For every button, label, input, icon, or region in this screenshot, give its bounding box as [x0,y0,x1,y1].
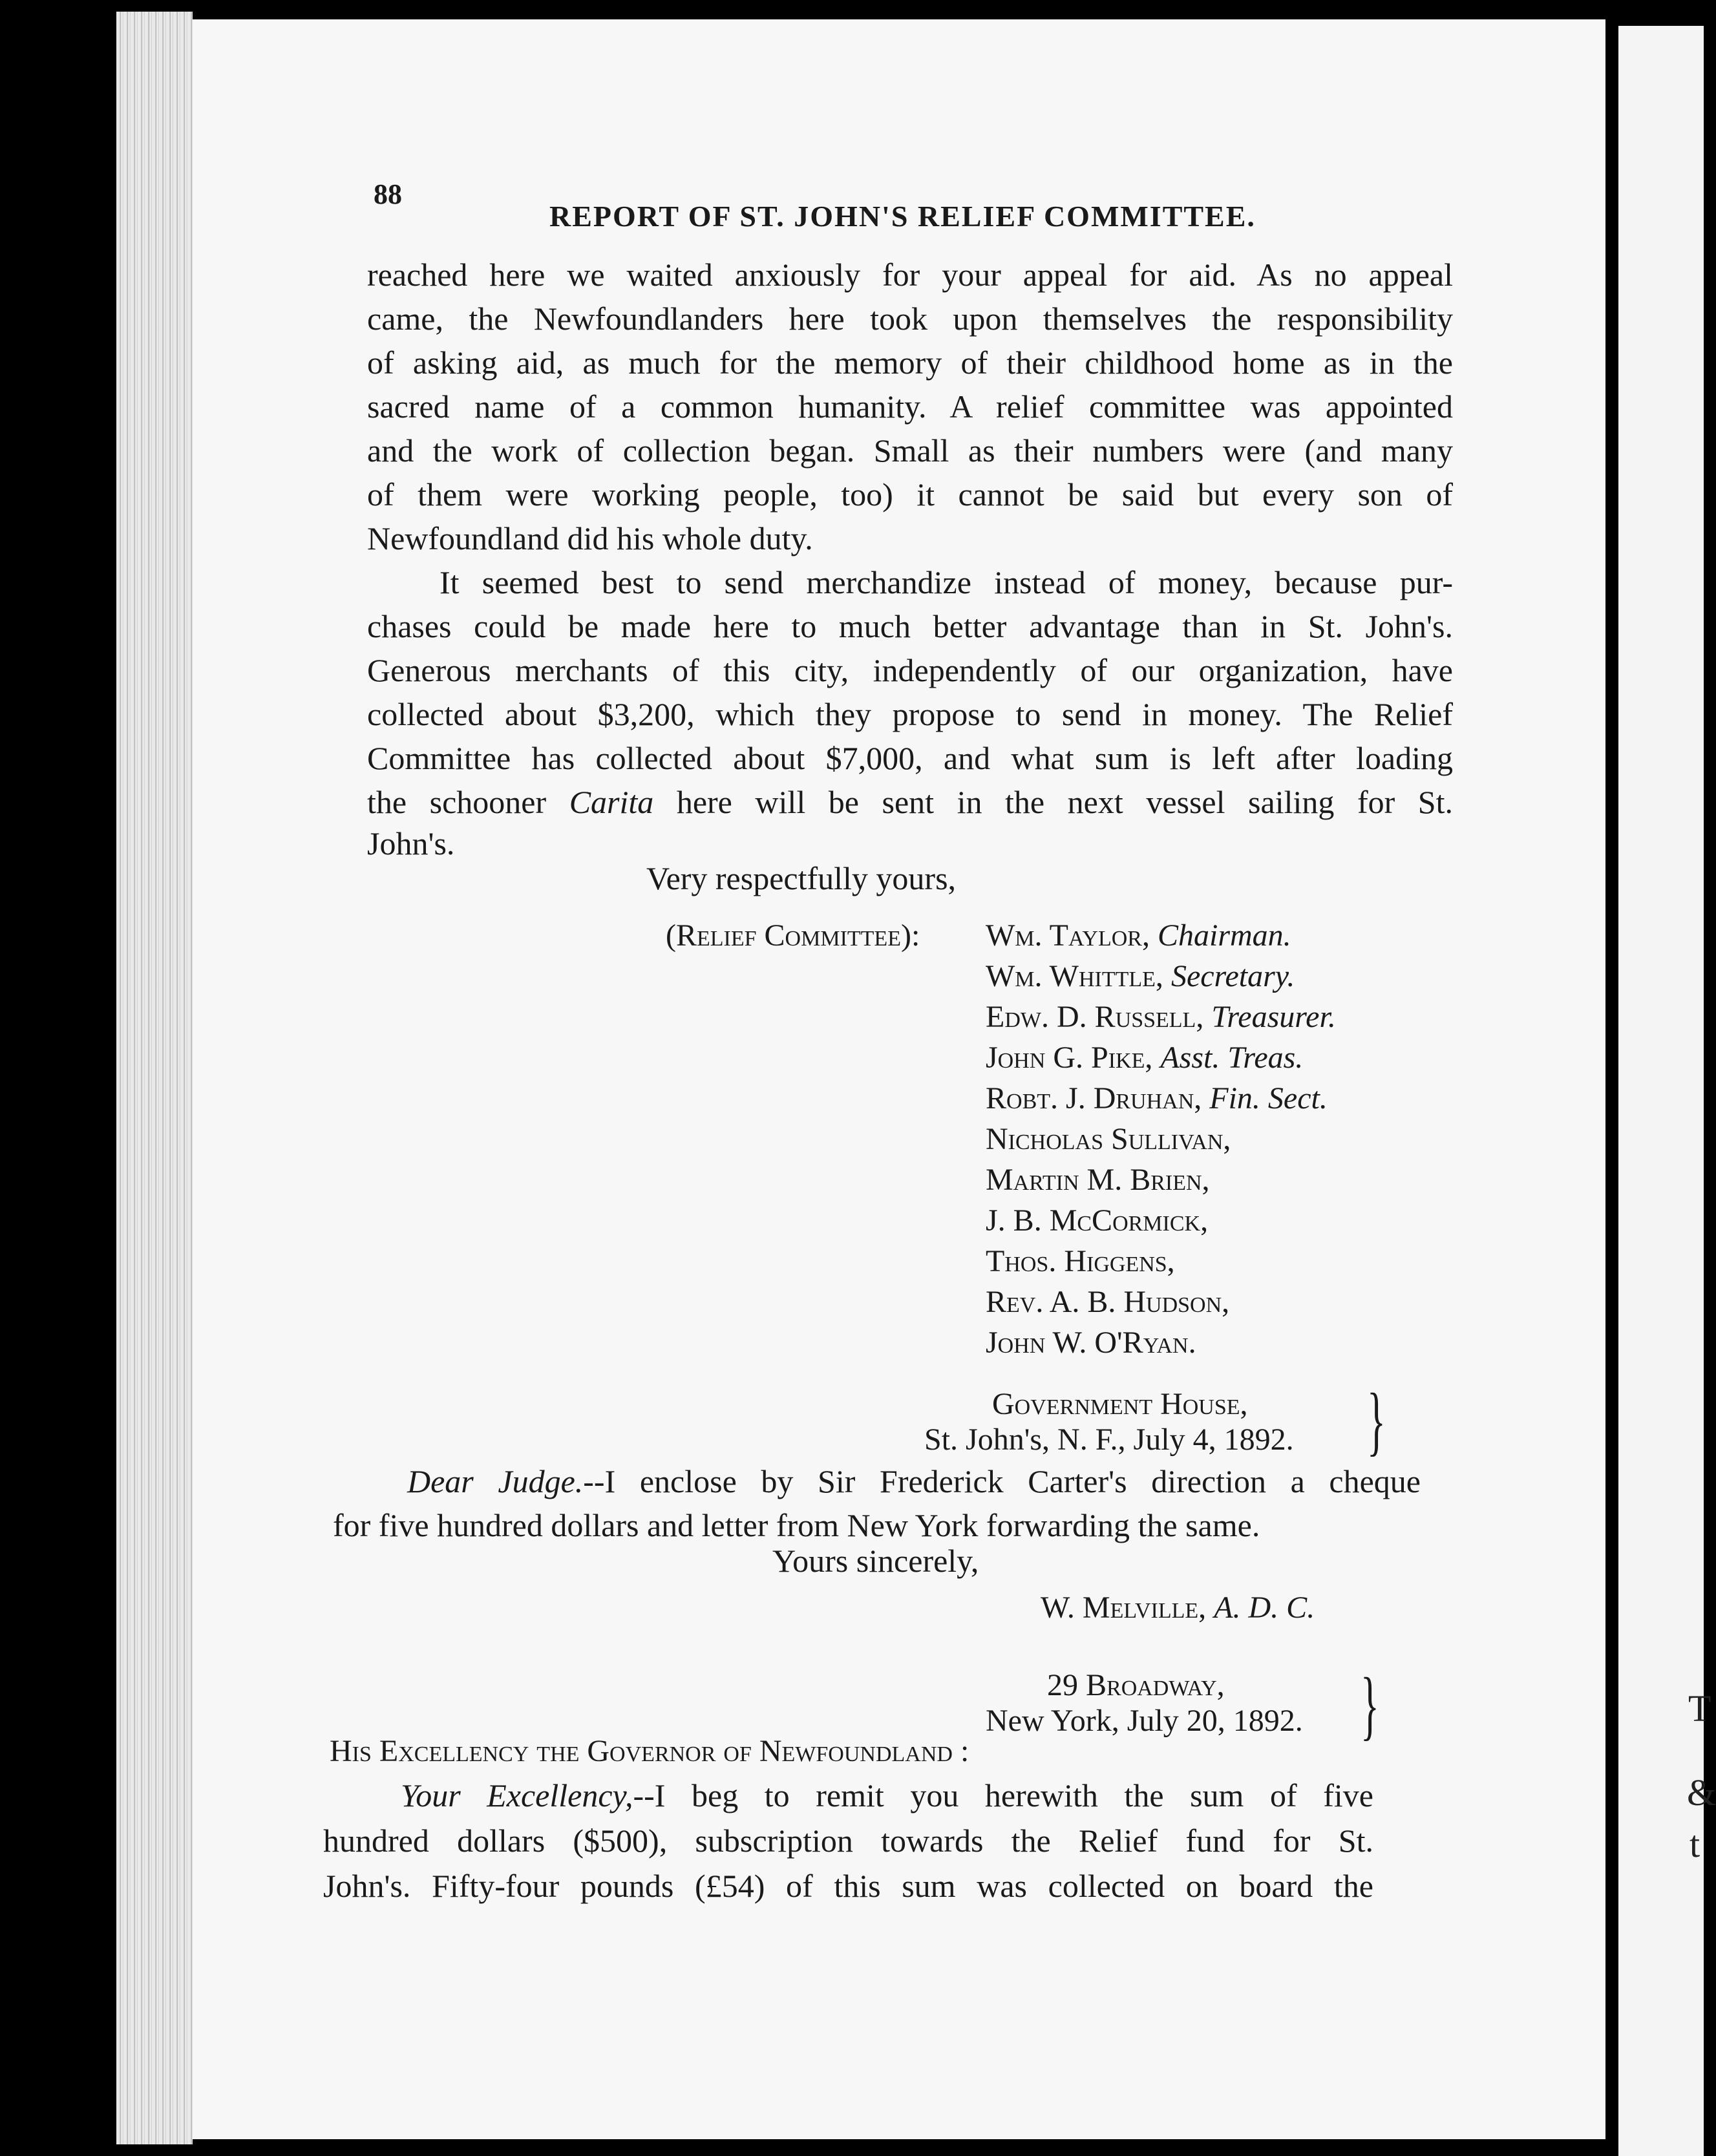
body-line: chases could be made here to much better advantage than in St. John's. [367,608,1453,644]
signatory [986,999,1336,1035]
closing: Yours sincerely, [772,1543,979,1579]
body-line: reached here we waited anxiously for your appeal for aid. As no appeal [367,257,1453,293]
vessel-name: Carita [569,784,654,820]
signature-name: W. Melville, [1041,1591,1207,1625]
signatory-title: Secretary. [1170,959,1295,993]
signatory [986,918,1291,953]
signatory-name: Wm. Taylor, [986,918,1150,953]
signatory [986,1040,1303,1075]
body-line: Newfoundland did his whole duty. [367,520,813,556]
facing-page-fragment: & [1687,1771,1716,1813]
body-line-text: --I beg to remit you herewith the sum of five [633,1777,1373,1813]
signatory-name: J. B. McCormick, [986,1203,1209,1238]
signatory-name: Thos. Higgens, [986,1244,1175,1278]
page-number: 88 [374,178,402,210]
signatory-title: Asst. Treas. [1160,1041,1304,1075]
signatory-name: Rev. A. B. Hudson, [986,1285,1230,1319]
signatory-title: Chairman. [1157,918,1291,953]
dateline-address: Government House, [992,1387,1248,1421]
body-line-text: the schooner [367,784,569,820]
signatory-title: Treasurer. [1211,1000,1336,1034]
signature [1041,1590,1315,1625]
body-line: of them were working people, too) it cannot be said but every son of [367,476,1453,513]
salutation: Dear Judge. [407,1463,584,1499]
dateline-date: St. John's, N. F., July 4, 1892. [924,1422,1294,1457]
body-line: and the work of collection began. Small as their numbers were (and many [367,432,1453,469]
committee-label: (Relief Committee): [666,918,920,953]
signatory-name: Edw. D. Russell, [986,1000,1204,1034]
running-head: REPORT OF ST. JOHN'S RELIEF COMMITTEE. [549,200,1256,233]
facing-page-edge [1618,26,1716,2156]
body-line-text: here will be sent in the next vessel sailing for St. [653,784,1453,820]
signatory-title: Fin. Sect. [1209,1081,1328,1115]
body-line: John's. [367,825,455,861]
body-line: of asking aid, as much for the memory of their childhood home as in the [367,344,1453,381]
page-stack-edges [116,12,193,2144]
dateline-brace: } [1367,1377,1386,1463]
dateline-brace: } [1361,1662,1379,1748]
signatory-name: Robt. J. Druhan, [986,1081,1202,1115]
body-line: for five hundred dollars and letter from New York forwarding the same. [333,1507,1260,1543]
signatory-name: John W. O'Ryan. [986,1326,1196,1360]
body-line: Generous merchants of this city, independently of our organization, have [367,652,1453,688]
addressee: His Excellency the Governor of Newfoundland : [330,1734,969,1768]
dateline-date: New York, July 20, 1892. [986,1704,1303,1738]
body-line-text: --I enclose by Sir Frederick Carter's direction a cheque [583,1463,1421,1499]
signatory-name: Nicholas Sullivan, [986,1122,1231,1156]
signatory-name: Martin M. Brien, [986,1163,1210,1197]
body-line: collected about $3,200, which they propose to send in money. The Relief [367,696,1453,732]
closing: Very respectfully yours, [646,860,957,896]
body-line [407,1462,1421,1501]
signatory [986,1081,1328,1116]
salutation: Your Excellency, [401,1777,633,1813]
signature-title: A. D. C. [1214,1591,1315,1625]
signatory-name: Wm. Whittle, [986,959,1163,993]
body-line: sacred name of a common humanity. A relief committee was appointed [367,388,1453,425]
facing-page-fragment: T [1688,1687,1711,1729]
signatory [986,958,1295,994]
body-line: came, the Newfoundlanders here took upon themselves the responsibility [367,301,1453,337]
signatory-name: John G. Pike, [986,1041,1153,1075]
body-line: hundred dollars ($500), subscription towards the Relief fund for St. [323,1823,1373,1859]
body-line: It seemed best to send merchandize instead of money, because pur- [440,564,1453,600]
body-line: Committee has collected about $7,000, and what sum is left after loading [367,740,1453,776]
body-line: John's. Fifty-four pounds (£54) of this sum was collected on board the [323,1868,1373,1904]
body-line [401,1776,1373,1815]
body-line [367,783,1453,821]
facing-page-fragment: t [1690,1823,1700,1865]
dateline-address: 29 Broadway, [1047,1668,1225,1702]
